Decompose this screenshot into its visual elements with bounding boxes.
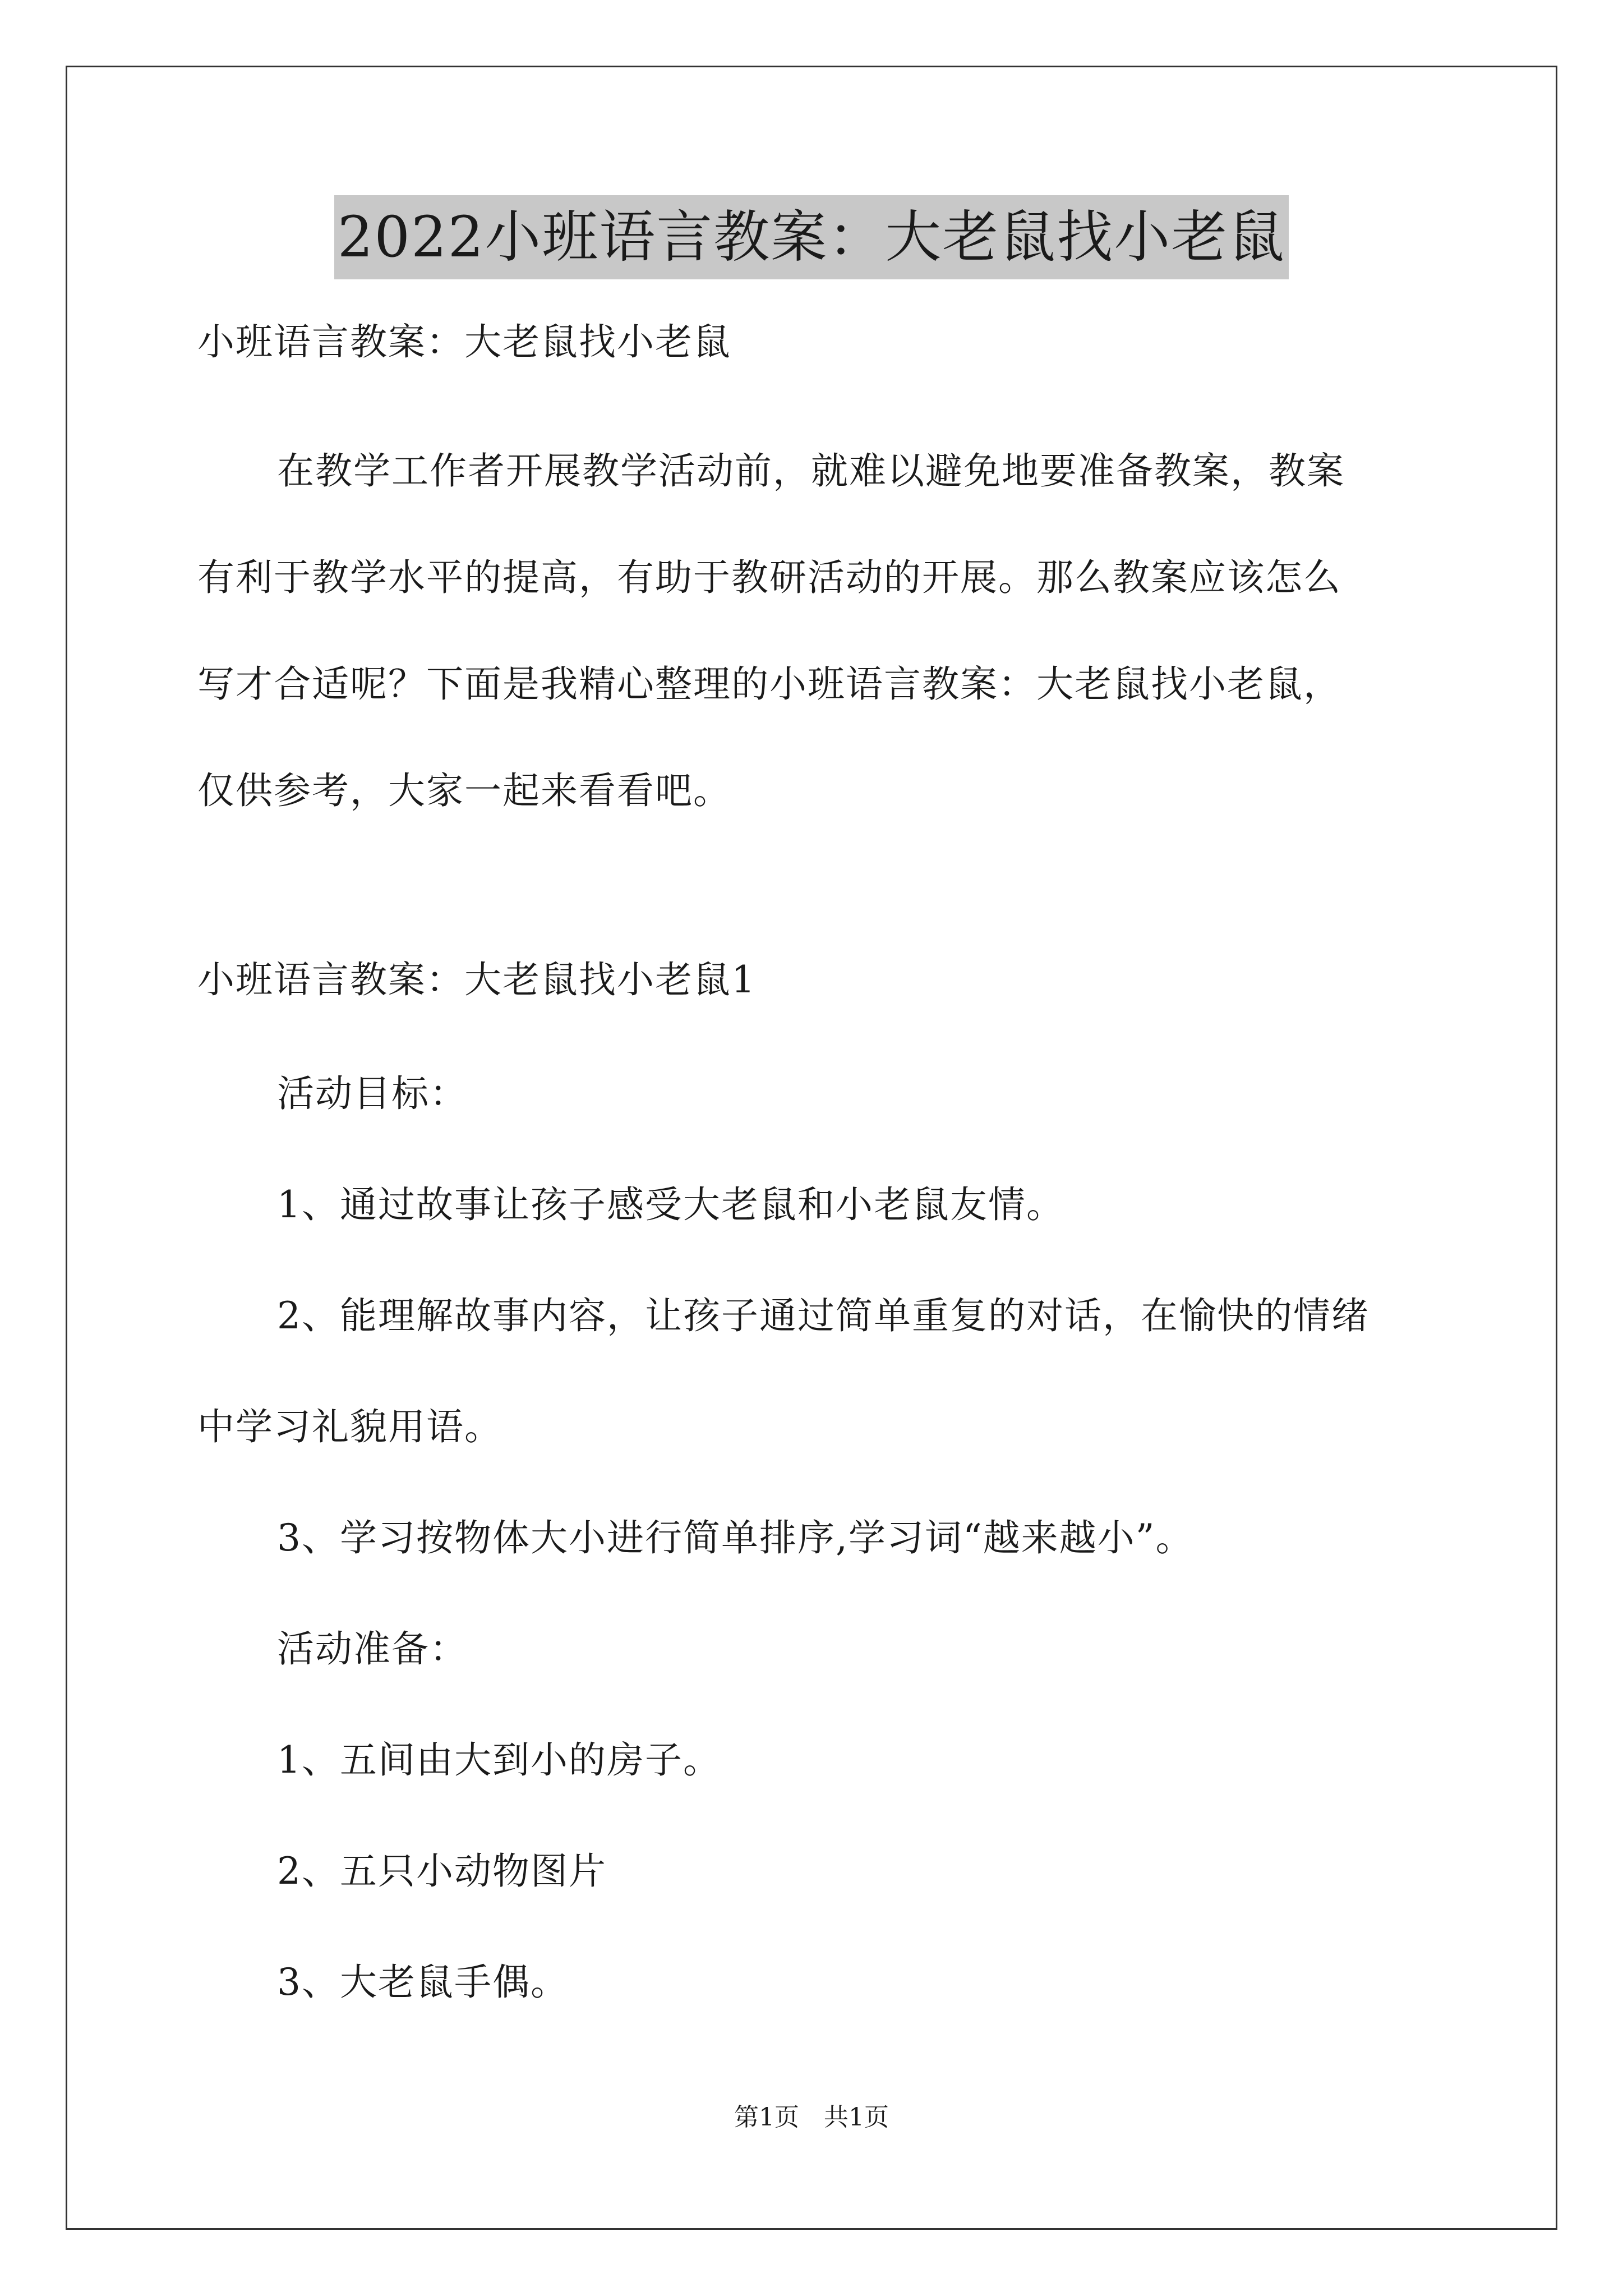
intro-line-2: 有利于教学水平的提高，有助于教研活动的开展。那么教案应该怎么 (197, 556, 1341, 599)
prep-item-2: 2、五只小动物图片 (277, 1849, 607, 1893)
intro-line-4: 仅供参考，大家一起来看看吧。 (197, 769, 731, 812)
section-title: 小班语言教案：大老鼠找小老鼠1 (197, 958, 756, 1001)
goal-item-1: 1、通过故事让孩子感受大老鼠和小老鼠友情。 (277, 1183, 1064, 1226)
page-number-current: 第1页 (734, 2103, 799, 2132)
prep-item-1: 1、五间由大到小的房子。 (277, 1738, 721, 1782)
goal-item-2-line-1: 2、能理解故事内容，让孩子通过简单重复的对话，在愉快的情绪 (277, 1294, 1370, 1337)
goals-heading: 活动目标： (277, 1072, 468, 1115)
page-number-total: 共1页 (824, 2103, 889, 2132)
goal-item-2-line-2: 中学习礼貌用语。 (197, 1405, 502, 1448)
intro-line-3: 写才合适呢？下面是我精心整理的小班语言教案：大老鼠找小老鼠， (197, 662, 1341, 706)
goal-item-3: 3、学习按物体大小进行简单排序,学习词“越来越小”。 (277, 1516, 1194, 1559)
prep-item-3: 3、大老鼠手偶。 (277, 1961, 569, 2004)
page-border (66, 66, 1557, 2230)
document-title: 2022小班语言教案：大老鼠找小老鼠 (334, 195, 1289, 279)
prep-heading: 活动准备： (277, 1627, 468, 1671)
page-footer (0, 2101, 1623, 2134)
subtitle: 小班语言教案：大老鼠找小老鼠 (197, 320, 731, 364)
intro-line-1: 在教学工作者开展教学活动前，就难以避免地要准备教案，教案 (277, 449, 1345, 493)
title-container (0, 195, 1623, 279)
